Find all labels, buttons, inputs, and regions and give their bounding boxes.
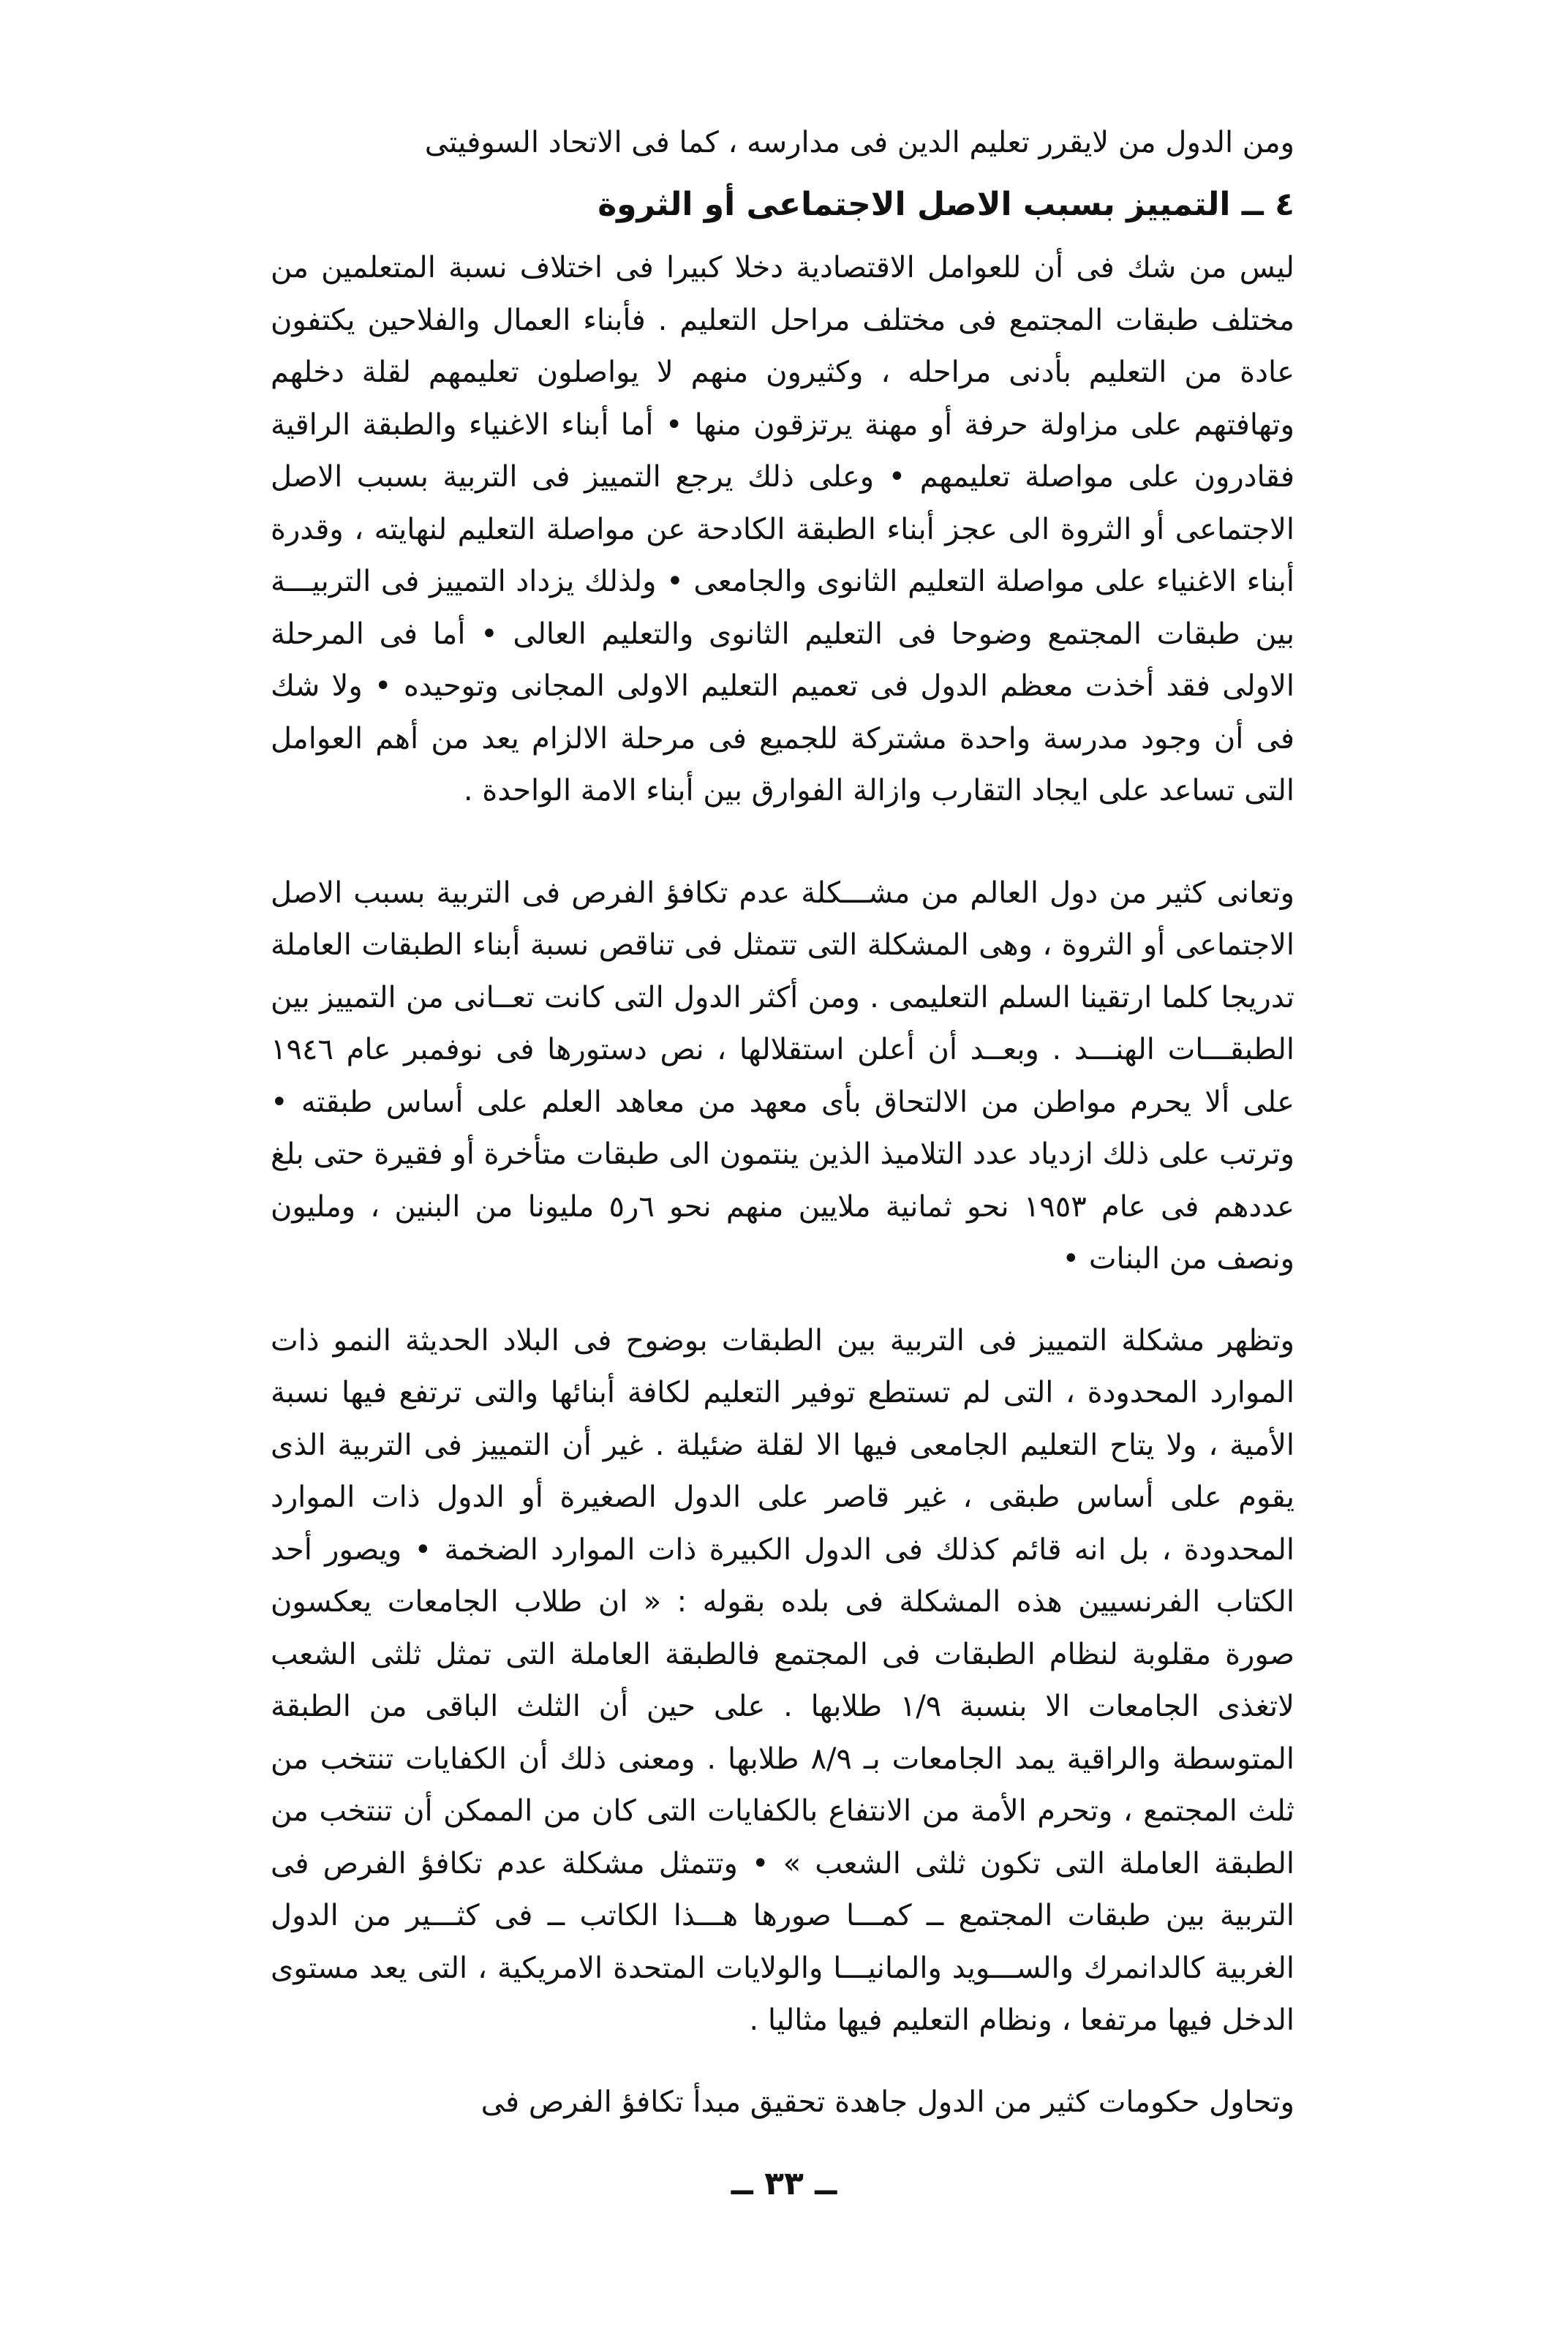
paragraph-spacer: [271, 2047, 1294, 2077]
paragraph-spacer: [271, 1286, 1294, 1315]
intro-line: ومن الدول من لايقرر تعليم الدين فى مدارسه ، كما فى الاتحاد السوفيتى: [424, 126, 1294, 159]
paragraph-4: وتحاول حكومات كثير من الدول جاهدة تحقيق مبدأ تكافؤ الفرص فى: [480, 2085, 1294, 2119]
paragraph-spacer: [271, 818, 1294, 867]
section-heading: ٤ ــ التمييز بسبب الاصل الاجتماعى أو الثروة: [598, 186, 1294, 223]
paragraph-3: وتظهر مشكلة التمييز فى التربية بين الطبقات بوضوح فى البلاد الحديثة النمو ذات الموارد المحدودة ، التى لم تستطع توفير التعليم لكافة أبنائها والتى ترتفع فيها نسبة الأمية ، ولا يتاح التعليم الجامعى فيها الا لقلة ضئيلة . غير أن التمييز فى التربية الذى يقوم على أساس طبقى ، غير قاصر على الدول الصغيرة أو الدول ذات الموارد المحدودة ، بل انه قائم كذلك فى الدول الكبيرة ذات الموارد الضخمة • ويصور أحد الكتاب الفرنسيين هذه المشكلة فى بلده بقوله : « ان طلاب الجامعات يعكسون صورة مقلوبة لنظام الطبقات فى المجتمع فالطبقة العاملة التى تمثل ثلثى الشعب لاتغذى الجامعات الا بنسبة ١/٩ طلابها . على حين أن الثلث الباقى من الطبقة المتوسطة والراقية يمد الجامعات بـ ٨/٩ طلابها . ومعنى ذلك أن الكفايات تنتخب من ثلث المجتمع ، وتحرم الأمة من الانتفاع بالكفايات التى كان من الممكن أن تنتخب من الطبقة العاملة التى تكون ثلثى الشعب » • وتتمثل مشكلة عدم تكافؤ الفرص فى التربية بين طبقات المجتمع ــ كمـــا صورها هـــذا الكاتب ــ فى كثـــير من الدول الغربية كالدانمرك والســـويد والمانيـــا والولايات المتحدة الامريكية ، التى يعد مستوى الدخل فيها مرتفعا ، ونظام التعليم فيها مثاليا .: [271, 1323, 1294, 2037]
page-body: [271, 121, 1294, 2128]
paragraph-2: وتعانى كثير من دول العالم من مشـــكلة عدم تكافؤ الفرص فى التربية بسبب الاصل الاجتماعى أو الثروة ، وهى المشكلة التى تتمثل فى تناقص نسبة أبناء الطبقات العاملة تدريجا كلما ارتقينا السلم التعليمى . ومن أكثر الدول التى كانت تعــانى من التمييز بين الطبقـــات الهنـــد . وبعــد أن أعلن استقلالها ، نص دستورها فى نوفمبر عام ١٩٤٦ على ألا يحرم مواطن من الالتحاق بأى معهد من معاهد العلم على أساس طبقته • وترتب على ذلك ازدياد عدد التلاميذ الذين ينتمون الى طبقات متأخرة أو فقيرة حتى بلغ عددهم فى عام ١٩٥٣ نحو ثمانية ملايين منهم نحو ٦ر٥ مليونا من البنين ، ومليون ونصف من البنات •: [271, 876, 1294, 1276]
page-number: ــ ٣٣ ــ: [731, 2165, 837, 2202]
paragraph-1: ليس من شك فى أن للعوامل الاقتصادية دخلا كبيرا فى اختلاف نسبة المتعلمين من مختلف طبقات المجتمع فى مختلف مراحل التعليم . فأبناء العمال والفلاحين يكتفون عادة من التعليم بأدنى مراحله ، وكثيرون منهم لا يواصلون تعليمهم لقلة دخلهم وتهافتهم على مزاولة حرفة أو مهنة يرتزقون منها • أما أبناء الاغنياء والطبقة الراقية فقادرون على مواصلة تعليمهم • وعلى ذلك يرجع التمييز فى التربية بسبب الاصل الاجتماعى أو الثروة الى عجز أبناء الطبقة الكادحة عن مواصلة التعليم لنهايته ، وقدرة أبناء الاغنياء على مواصلة التعليم الثانوى والجامعى • ولذلك يزداد التمييز فى التربيـــة بين طبقات المجتمع وضوحا فى التعليم الثانوى والتعليم العالى • أما فى المرحلة الاولى فقد أخذت معظم الدول فى تعميم التعليم الاولى المجانى وتوحيده • ولا شك فى أن وجود مدرسة واحدة مشتركة للجميع فى مرحلة الالزام يعد من أهم العوامل التى تساعد على ايجاد التقارب وازالة الفوارق بين أبناء الامة الواحدة .: [271, 251, 1294, 808]
